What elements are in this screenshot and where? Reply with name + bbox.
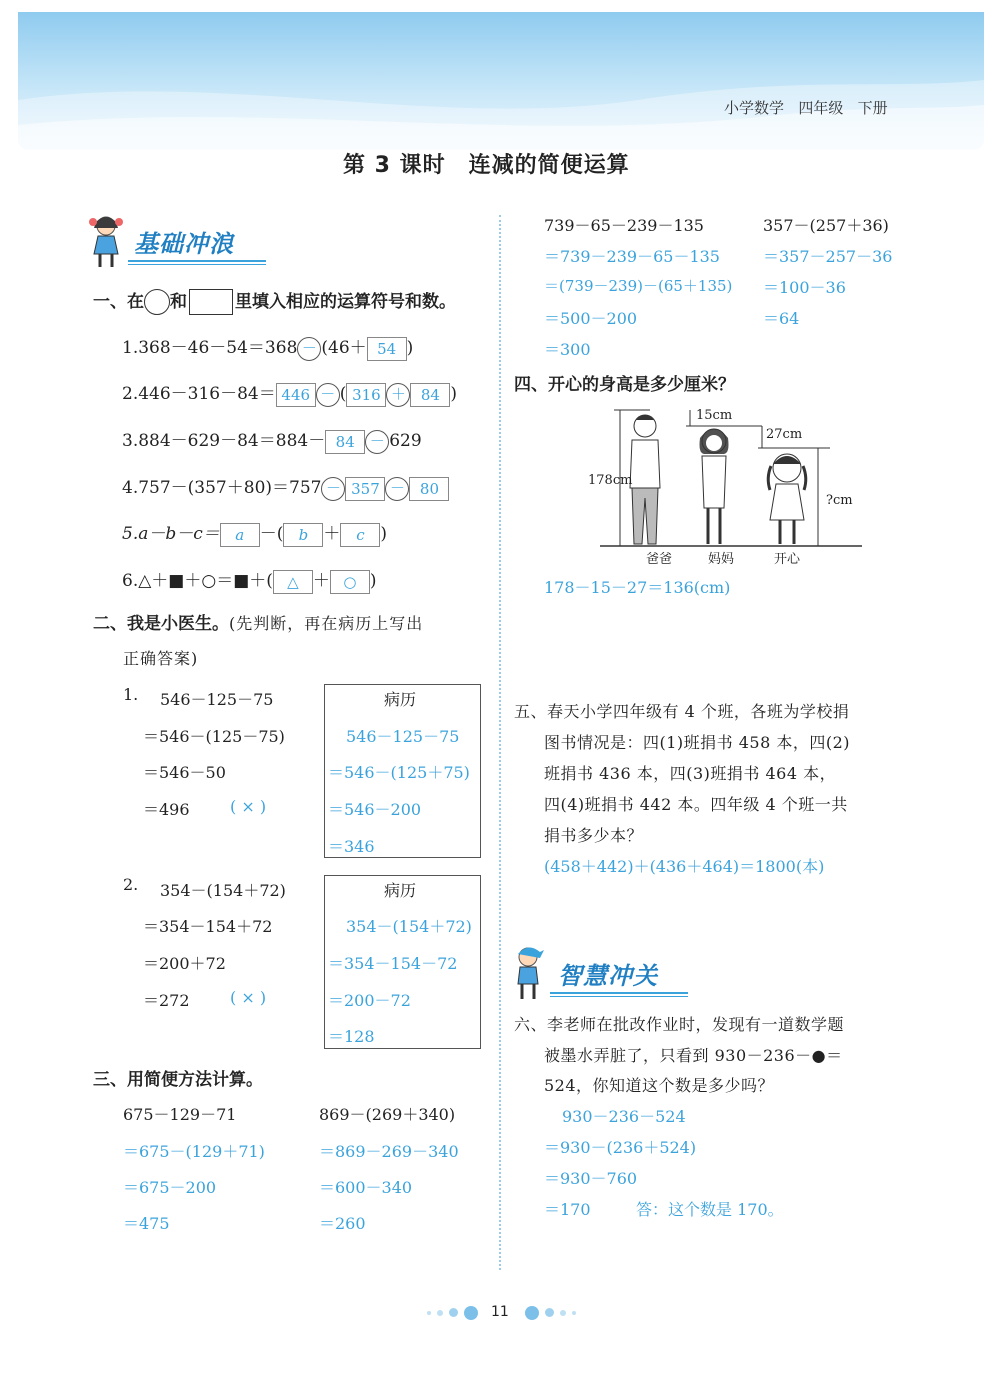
gap1-label: 15cm [696, 408, 733, 423]
q6-work1: 930－236－524 [562, 1107, 686, 1126]
q2-case2-line4: ＝272 [143, 991, 190, 1010]
q3-c1-l3: ＝675－200 [123, 1178, 217, 1197]
basic-banner-title: 基础冲浪 [134, 230, 234, 258]
q2-case2-fix2: ＝354－154－72 [328, 954, 458, 973]
wisdom-banner-title: 智慧冲关 [558, 962, 658, 990]
q5-line2: 图书情况是：四(1)班捐书 458 本，四(2) [544, 733, 851, 752]
dad-height-label: 178cm [588, 473, 633, 488]
q3-c2-l2: ＝869－269－340 [319, 1142, 459, 1161]
q3-c4-l4: ＝64 [763, 309, 800, 328]
q6-line2: 被墨水弄脏了，只看到 930－236－●＝ [544, 1046, 843, 1065]
q2-case2-record-title: 病历 [384, 881, 417, 900]
q2-case1-record-title: 病历 [384, 690, 417, 709]
page-footer-right-dots [522, 1302, 579, 1321]
q2-case1-line3: ＝546－50 [143, 763, 226, 782]
q6-work2: ＝930－(236＋524) [544, 1138, 697, 1157]
q2-case2-line1: 354－(154＋72) [160, 881, 286, 900]
q5-line5: 捐书多少本？ [544, 826, 644, 845]
q3-c3-l1: 739－65－239－135 [544, 216, 704, 235]
q5-line3: 班捐书 436 本，四(3)班捐书 464 本， [544, 764, 837, 783]
girl-height-label: ?cm [826, 493, 853, 508]
q4-heading: 四、开心的身高是多少厘米？ [514, 375, 735, 395]
q2-heading: 二、我是小医生。(先判断，再在病历上写出 [93, 614, 424, 634]
q2-case1-line4: ＝496 [143, 800, 190, 819]
q2-case2-number: 2. [123, 875, 139, 894]
q3-c3-l4: ＝500－200 [544, 309, 638, 328]
q3-c4-l1: 357－(257＋36) [763, 216, 889, 235]
column-divider [499, 215, 501, 1270]
q4-answer: 178－15－27＝136(cm) [544, 578, 731, 597]
q6-answer-note: 答：这个数是 170。 [636, 1200, 784, 1219]
gap2-label: 27cm [766, 427, 803, 442]
q6-line3: 524，你知道这个数是多少吗？ [544, 1076, 775, 1095]
page-number: 11 [491, 1304, 509, 1320]
q3-c2-l3: ＝600－340 [319, 1178, 413, 1197]
box-placeholder-icon [189, 289, 233, 315]
q6-line1: 六、李老师在批改作业时，发现有一道数学题 [514, 1015, 845, 1034]
q3-c1-l4: ＝475 [123, 1214, 170, 1233]
wisdom-banner [510, 944, 690, 1002]
boy-mascot-icon [510, 944, 550, 1002]
q2-case1-fix4: ＝346 [328, 837, 375, 856]
q3-c4-l2: ＝357－257－36 [763, 247, 893, 266]
q2-case2-judge: ( × ) [230, 988, 267, 1007]
q2-note-line2: 正确答案) [123, 649, 199, 668]
page-footer-left-dots [424, 1302, 481, 1321]
q1-item-2: 2.446－316－84＝ 446 － ( 316 ＋ 84 ) [122, 379, 457, 407]
q2-case1-line1: 546－125－75 [160, 690, 274, 709]
dad-name: 爸爸 [646, 552, 673, 567]
q2-case1-fix2: ＝546－(125＋75) [328, 763, 470, 782]
q2-case1-fix3: ＝546－200 [328, 800, 422, 819]
q3-c2-l4: ＝260 [319, 1214, 366, 1233]
q2-case1-fix1: 546－125－75 [346, 727, 460, 746]
q4-height-figure [590, 398, 862, 568]
q2-case1-line2: ＝546－(125－75) [143, 727, 285, 746]
q1-item-3: 3.884－629－84＝884－ 84 － 629 [122, 426, 422, 454]
q1-item-6: 6.△＋■＋○＝■＋( △ ＋ ○ ) [122, 566, 377, 594]
q2-case2-line3: ＝200＋72 [143, 954, 226, 973]
q3-c1-l1: 675－129－71 [123, 1105, 237, 1124]
q5-answer: (458＋442)＋(436＋464)＝1800(本) [544, 857, 825, 876]
q1-item-5: 5.a－b－c＝ a －( b ＋ c ) [122, 519, 387, 547]
q6-work3: ＝930－760 [544, 1169, 638, 1188]
q3-c2-l1: 869－(269＋340) [319, 1105, 456, 1124]
q3-c3-l2: ＝739－239－65－135 [544, 247, 720, 266]
q6-work4: ＝170 [544, 1200, 591, 1219]
q2-case2-fix1: 354－(154＋72) [346, 917, 472, 936]
q3-c3-l5: ＝300 [544, 340, 591, 359]
q2-case1-judge: ( × ) [230, 797, 267, 816]
q1-item-4: 4.757－(357＋80)＝757 － 357 － 80 [122, 473, 449, 501]
q5-line4: 四(4)班捐书 442 本。四年级 4 个班一共 [544, 795, 848, 814]
q2-case1-number: 1. [123, 685, 139, 704]
lesson-title: 第 3 课时 连减的简便运算 [343, 153, 630, 178]
q3-heading: 三、用简便方法计算。 [93, 1070, 263, 1090]
q3-c4-l3: ＝100－36 [763, 278, 846, 297]
q3-c3-l3: ＝(739－239)－(65＋135) [544, 277, 733, 295]
circle-placeholder-icon [144, 289, 170, 315]
q3-c1-l2: ＝675－(129＋71) [123, 1142, 265, 1161]
q1-heading: 一、在 和 里填入相应的运算符号和数。 [93, 287, 456, 315]
girl-name: 开心 [774, 552, 801, 567]
q2-case2-fix4: ＝128 [328, 1027, 375, 1046]
basic-banner [88, 212, 268, 270]
q2-case2-fix3: ＝200－72 [328, 991, 411, 1010]
girl-mascot-icon [88, 212, 128, 270]
q2-case2-line2: ＝354－154＋72 [143, 917, 273, 936]
q5-line1: 五、春天小学四年级有 4 个班，各班为学校捐 [514, 702, 850, 721]
mom-name: 妈妈 [708, 552, 735, 567]
q1-item-1: 1.368－46－54＝368 － (46＋ 54 ) [122, 333, 413, 361]
header-subject: 小学数学 四年级 下册 [724, 99, 888, 117]
